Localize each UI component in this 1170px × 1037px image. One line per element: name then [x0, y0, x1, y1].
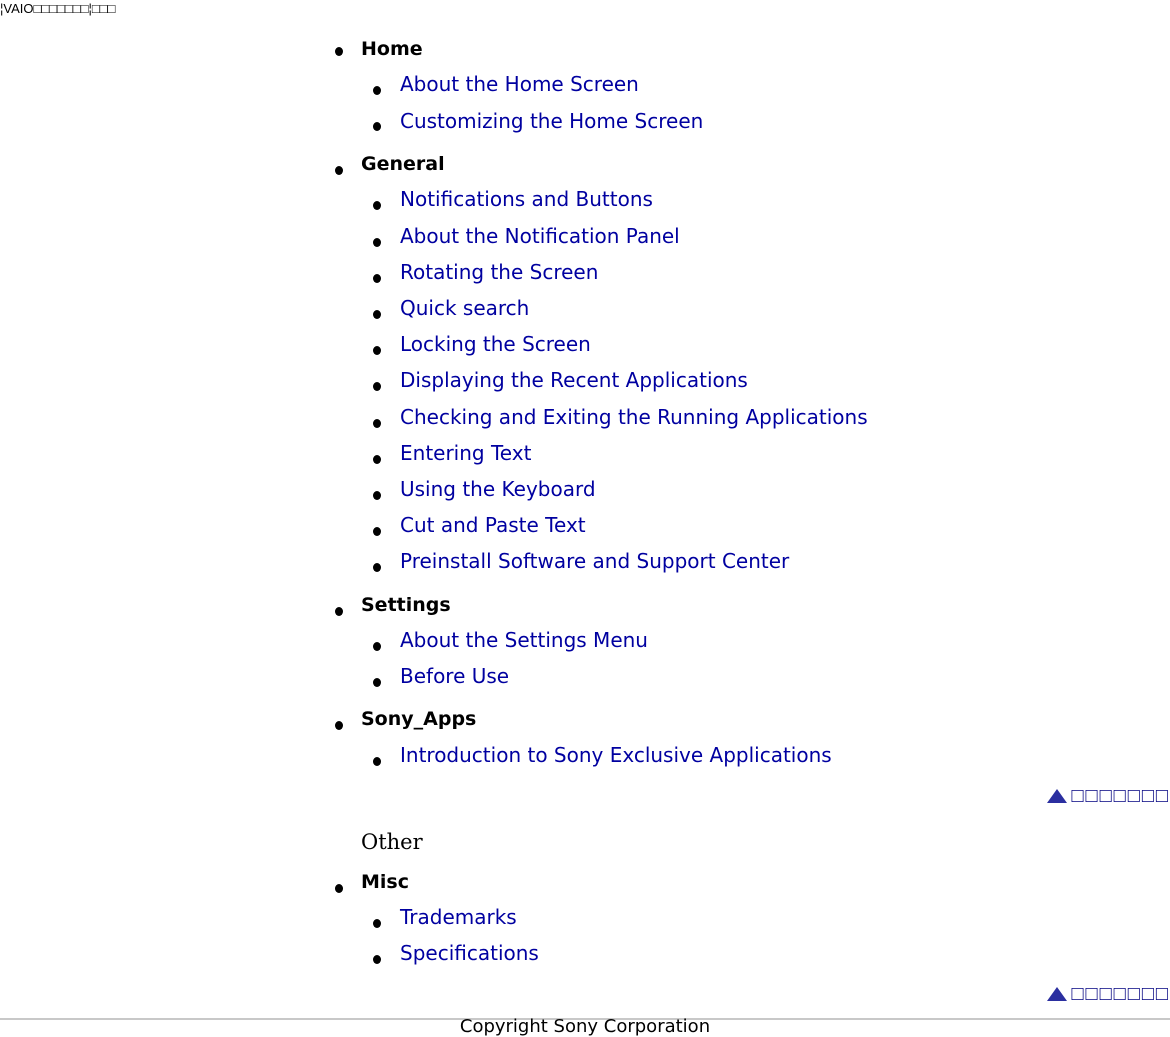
link-running-applications[interactable]: Checking and Exiting the Running Applications: [400, 405, 868, 429]
category-general: General: [361, 153, 445, 175]
link-quick-search[interactable]: Quick search: [400, 296, 530, 320]
back-to-top-label: □□□□□□□: [1071, 982, 1170, 1005]
bullet-icon: [373, 201, 381, 210]
link-notifications-buttons[interactable]: Notifications and Buttons: [400, 187, 653, 211]
link-preinstall-software[interactable]: Preinstall Software and Support Center: [400, 549, 790, 573]
bullet-icon: [373, 919, 381, 928]
bullet-icon: [373, 455, 381, 464]
bullet-icon: [373, 642, 381, 651]
up-arrow-icon: [1047, 987, 1067, 1001]
bullet-icon: [373, 757, 381, 766]
bullet-icon: [335, 607, 343, 616]
category-home: Home: [361, 38, 423, 60]
link-before-use[interactable]: Before Use: [400, 664, 510, 688]
link-cut-paste-text[interactable]: Cut and Paste Text: [400, 513, 586, 537]
category-settings: Settings: [361, 594, 451, 616]
copyright-text: Copyright Sony Corporation: [459, 1016, 711, 1037]
link-specifications[interactable]: Specifications: [400, 941, 539, 965]
header-title: ¦VAIO□□□□□□□¦□□□: [0, 1, 116, 16]
link-trademarks[interactable]: Trademarks: [400, 905, 517, 929]
bullet-icon: [373, 122, 381, 131]
up-arrow-icon: [1047, 789, 1067, 803]
bullet-icon: [373, 419, 381, 428]
bullet-icon: [373, 346, 381, 355]
category-misc: Misc: [361, 871, 409, 893]
category-sony-apps: Sony_Apps: [361, 708, 477, 730]
bullet-icon: [373, 678, 381, 687]
bullet-icon: [373, 527, 381, 536]
bullet-icon: [373, 955, 381, 964]
link-about-home-screen[interactable]: About the Home Screen: [400, 72, 639, 96]
back-to-top-link[interactable]: [1047, 983, 1170, 1005]
bullet-icon: [373, 238, 381, 247]
bullet-icon: [373, 274, 381, 283]
link-entering-text[interactable]: Entering Text: [400, 441, 532, 465]
link-recent-applications[interactable]: Displaying the Recent Applications: [400, 368, 748, 392]
link-locking-screen[interactable]: Locking the Screen: [400, 332, 591, 356]
bullet-icon: [335, 721, 343, 730]
bullet-icon: [335, 166, 343, 175]
bullet-icon: [335, 884, 343, 893]
bullet-icon: [373, 310, 381, 319]
back-to-top-label: □□□□□□□: [1071, 784, 1170, 807]
bullet-icon: [373, 491, 381, 500]
bullet-icon: [373, 382, 381, 391]
back-to-top-link[interactable]: [1047, 785, 1170, 807]
link-settings-menu[interactable]: About the Settings Menu: [400, 628, 648, 652]
link-notification-panel[interactable]: About the Notification Panel: [400, 224, 680, 248]
link-rotating-screen[interactable]: Rotating the Screen: [400, 260, 599, 284]
section-heading-other: Other: [361, 830, 423, 854]
bullet-icon: [373, 563, 381, 572]
bullet-icon: [373, 86, 381, 95]
link-sony-exclusive-apps[interactable]: Introduction to Sony Exclusive Applications: [400, 743, 832, 767]
link-using-keyboard[interactable]: Using the Keyboard: [400, 477, 596, 501]
bullet-icon: [335, 47, 343, 56]
link-customizing-home-screen[interactable]: Customizing the Home Screen: [400, 109, 704, 133]
